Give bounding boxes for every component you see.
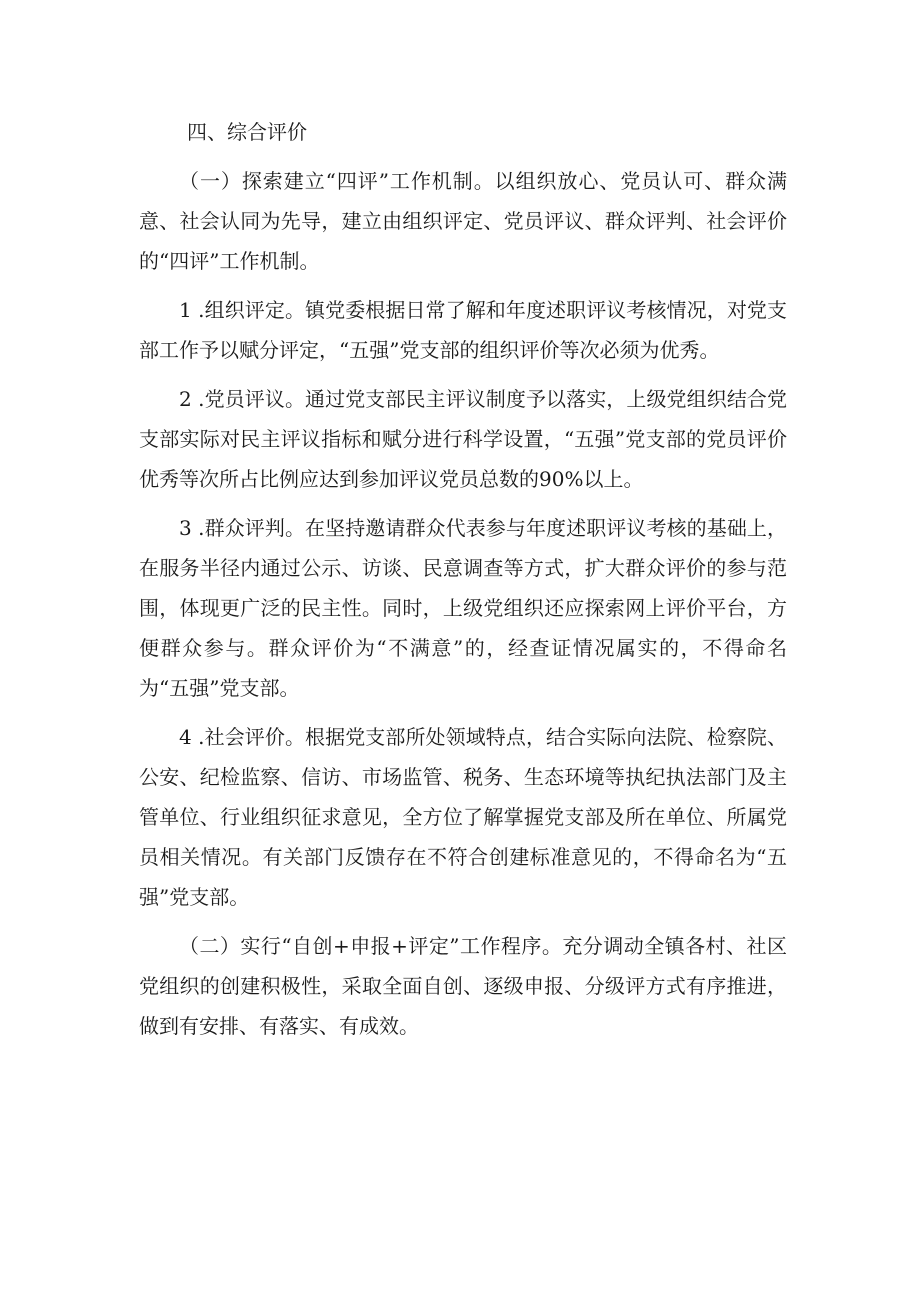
paragraph-member-review: 2 .党员评议。通过党支部民主评议制度予以落实，上级党组织结合党支部实际对民主评议指标和赋分进行科学设置，“五强”党支部的党员评价优秀等次所占比例应达到参加评议党员总数的90%以上。: [139, 387, 787, 491]
paragraph-social-evaluation: 4 .社会评价。根据党支部所处领域特点，结合实际向法院、检察院、公安、纪检监察、信访、市场监管、税务、生态环境等执纪执法部门及主管单位、行业组织征求意见，全方位了解掌握党支部及所在单位、所属党员相关情况。有关部门反馈存在不符合创建标准意见的，不得命名为“五强”党支部。: [139, 725, 787, 909]
paragraph-four-evaluations: （一）探索建立“四评”工作机制。以组织放心、党员认可、群众满意、社会认同为先导，建立由组织评定、党员评议、群众评判、社会评价的“四评”工作机制。: [139, 169, 787, 273]
paragraph-public-judgement: 3 .群众评判。在坚持邀请群众代表参与年度述职评议考核的基础上，在服务半径内通过公示、访谈、民意调查等方式，扩大群众评价的参与范围，体现更广泛的民主性。同时，上级党组织还应探索网上评价平台，方便群众参与。群众评价为“不满意”的，经查证情况属实的，不得命名为“五强”党支部。: [139, 516, 787, 700]
paragraph-work-procedure: （二）实行“自创+申报+评定”工作程序。充分调动全镇各村、社区党组织的创建积极性，采取全面自创、逐级申报、分级评方式有序推进，做到有安排、有落实、有成效。: [139, 934, 787, 1038]
paragraph-organization-evaluation: 1 .组织评定。镇党委根据日常了解和年度述职评议考核情况，对党支部工作予以赋分评定，“五强”党支部的组织评价等次必须为优秀。: [139, 298, 787, 362]
section-heading: 四、综合评价: [187, 120, 307, 144]
document-body: [139, 112, 787, 1046]
